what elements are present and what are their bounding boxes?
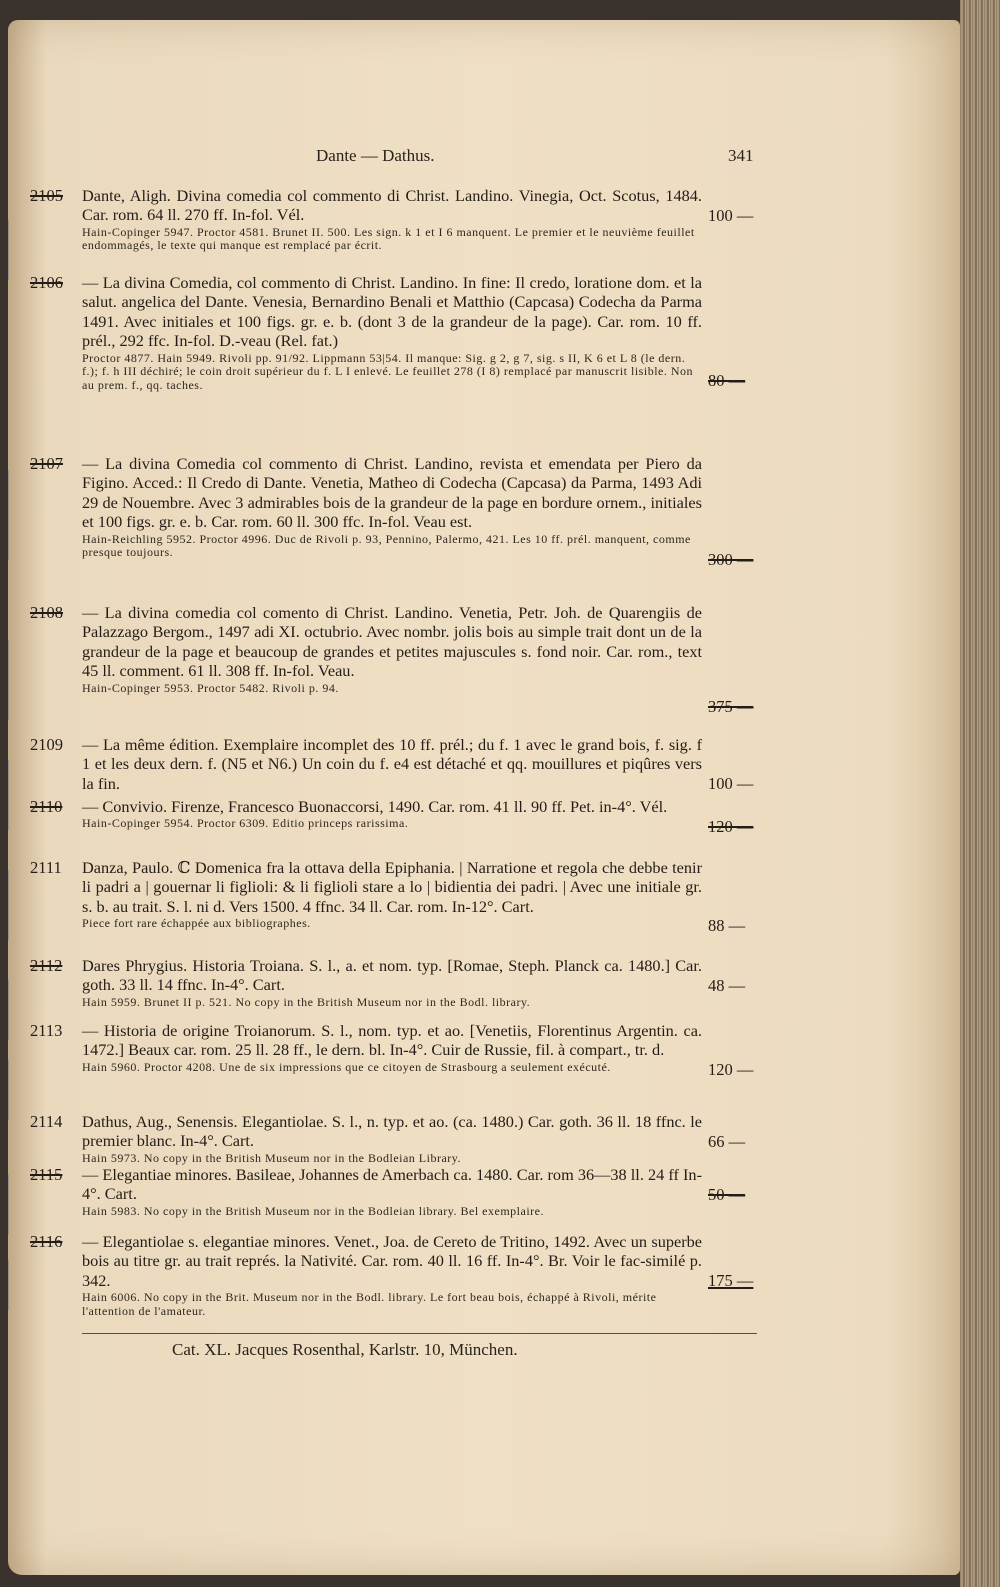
pencil-margin-mark — [8, 1060, 33, 1120]
entry-note: Hain-Reichling 5952. Proctor 4996. Duc de Rivoli p. 93, Pennino, Palermo, 421. Les 10 ff. prél. manquent, comme presque toujours. — [82, 531, 691, 560]
catalog-entry — [30, 603, 754, 716]
catalog-entry — [30, 1021, 754, 1079]
entry-price: 300 — — [708, 550, 754, 569]
catalog-entry — [30, 797, 754, 836]
entry-price: 48 — — [708, 976, 746, 995]
entry-price: 375 — — [708, 697, 754, 716]
pencil-margin-mark — [8, 760, 33, 830]
page-number: 341 — [728, 146, 754, 165]
footer: Cat. XL. Jacques Rosenthal, Karlstr. 10, München. — [172, 1340, 518, 1359]
pencil-margin-mark — [8, 1260, 33, 1310]
pencil-margin-mark — [8, 640, 33, 720]
entry-text: — La divina comedia col comento di Christ. Landino. Venetia, Petr. Joh. de Quarengiis de Palazzago Bergom., 1497 adi XI. octubrio. Avec nombr. jolis bois au simple trait dont un de la grandeur de la page et beaucoup de grandes et petites majuscules s. fond noir. Car. rom., text 45 ll. comment. 61 ll. 308 ff. In-fol. Veau. — [82, 603, 702, 681]
entry-note: Hain-Copinger 5954. Proctor 6309. Editio princeps rarissima. — [82, 816, 409, 831]
catalog-entry — [30, 858, 746, 935]
entry-note: Hain-Copinger 5953. Proctor 5482. Rivoli p. 94. — [82, 680, 339, 695]
entry-price: 50 — — [708, 1185, 746, 1204]
entry-number: 2113 — [30, 1021, 63, 1040]
entry-price: 175 — — [708, 1271, 754, 1290]
entry-note: Hain 5973. No copy in the British Museum nor in the Bodleian Library. — [82, 1150, 462, 1165]
footer-rule — [82, 1333, 757, 1334]
entry-note: Hain 5983. No copy in the British Museum nor in the Bodleian library. Bel exemplaire. — [82, 1203, 544, 1218]
entry-number: 2116 — [30, 1232, 63, 1251]
entry-number: 2105 — [30, 186, 63, 205]
entry-text: Dante, Aligh. Divina comedia col commento di Christ. Landino. Vinegia, Oct. Scotus, 1484. Car. rom. 64 ll. 270 ff. In-fol. Vél. — [82, 186, 702, 225]
entry-price: 80 — — [708, 371, 746, 390]
page-edge — [960, 0, 1000, 1587]
catalog-entry — [30, 735, 754, 793]
entry-text: Dares Phrygius. Historia Troiana. S. l., a. et nom. typ. [Romae, Steph. Planck ca. 1480.] Car. goth. 33 ll. 14 ffnc. In-4°. Cart. — [82, 956, 702, 995]
catalog-entry — [30, 1165, 746, 1218]
entry-text: — La même édition. Exemplaire incomplet des 10 ff. prél.; du f. 1 avec le grand bois, f. sig. f 1 et les deux dern. f. (N5 et N6.) Un coin du f. e4 est détaché et qq. mouillures et piqûres vers la fin. — [82, 735, 702, 793]
entry-number: 2111 — [30, 858, 62, 877]
entry-number: 2114 — [30, 1112, 63, 1131]
entry-price: 120 — — [708, 1060, 754, 1079]
entry-number: 2106 — [30, 273, 63, 292]
entry-note: Hain 5959. Brunet II p. 521. No copy in the British Museum nor in the Bodl. library. — [82, 994, 531, 1009]
entry-number: 2108 — [30, 603, 63, 622]
pencil-margin-mark — [8, 470, 33, 560]
pencil-margin-mark — [8, 980, 33, 1040]
entry-text: — Convivio. Firenze, Francesco Buonaccorsi, 1490. Car. rom. 41 ll. 90 ff. Pet. in-4°. Vél. — [82, 797, 668, 816]
entry-number: 2112 — [30, 956, 63, 975]
catalog-entry — [30, 454, 754, 569]
entry-number: 2109 — [30, 735, 63, 754]
catalog-entry — [30, 186, 754, 253]
header-title: Dante — Dathus. — [316, 146, 435, 165]
catalog-entry — [30, 1112, 746, 1165]
entry-price: 100 — — [708, 774, 754, 793]
entry-price: 120 — — [708, 817, 754, 836]
entry-text: Dathus, Aug., Senensis. Elegantiolae. S. l., n. typ. et ao. (ca. 1480.) Car. goth. 36 ll. 18 ffnc. le premier blanc. In-4°. Cart. — [82, 1112, 702, 1151]
entry-text: — Elegantiae minores. Basileae, Johannes de Amerbach ca. 1480. Car. rom 36—38 ll. 24 ff In-4°. Cart. — [82, 1165, 702, 1204]
entry-price: 88 — — [708, 916, 746, 935]
entry-number: 2115 — [30, 1165, 63, 1184]
catalog-entry — [30, 956, 746, 1009]
pencil-margin-mark — [8, 1175, 33, 1235]
entry-note: Hain 6006. No copy in the Brit. Museum nor in the Bodl. library. Le fort beau bois, échappé à Rivoli, mérite l'attention de l'amateur. — [82, 1290, 657, 1318]
entry-number: 2107 — [30, 454, 63, 473]
entry-note: Piece fort rare échappée aux bibliographes. — [82, 916, 311, 931]
entry-price: 66 — — [708, 1132, 746, 1151]
entry-text: — Elegantiolae s. elegantiae minores. Venet., Joa. de Cereto de Tritino, 1492. Avec un superbe bois au titre gr. au trait représ. la Nativité. Car. rom. 40 ll. 16 ff. In-4°. Br. Voir le fac-similé p. 342. — [82, 1232, 702, 1290]
entry-text: — Historia de origine Troianorum. S. l., nom. typ. et ao. [Venetiis, Florentinus Argentin. ca. 1472.] Beaux car. rom. 25 ll. 28 ff., le dern. bl. In-4°. Cuir de Russie, fil. à compart., tr. d. — [82, 1021, 702, 1060]
catalog-entry — [30, 273, 746, 392]
entry-number: 2110 — [30, 797, 63, 816]
entry-text: — La divina Comedia col commento di Christ. Landino, revista et emendata per Piero da Figino. Acced.: Il Credo di Dante. Venetia, Matheo di Codecha (Capcasa) da Parma, 1493 Adi 29 de Nouembre. Avec 3 admirables bois de la grandeur de la page en bordure ornem., initiales et 100 figs. gr. e. b. Car. rom. 60 ll. 300 ffc. In-fol. Veau est. — [82, 454, 702, 532]
entry-note: Hain 5960. Proctor 4208. Une de six impressions que ce citoyen de Strasbourg a seulement exécuté. — [82, 1059, 611, 1074]
catalog-entry — [30, 1232, 754, 1318]
entry-note: Proctor 4877. Hain 5949. Rivoli pp. 91/92. Lippmann 53|54. Il manque: Sig. g 2, g 7, sig. s II, K 6 et L 8 (le dern. f.); f. h III déchiré; le coin droit supérieur du f. L I enlevé. Le feuillet 278 (I 8) remplacé par manuscrit lisible. Non au prem. f., qq. taches. — [82, 350, 694, 392]
entry-price: 100 — — [708, 206, 754, 225]
pencil-margin-mark — [8, 870, 33, 940]
entry-text: — La divina Comedia, col commento di Christ. Landino. In fine: Il credo, loratione dom. et la salut. angelica del Dante. Venesia, Bernardino Benali et Matthio (Capcasa) Codecha da Parma 1491. Avec initiales et 100 figs. gr. e. b. (dont 3 de la grandeur de la page). Car. rom. 10 ff. prél., 292 ffc. In-fol. D.-veau (Rel. fat.) — [82, 273, 702, 351]
pencil-margin-mark — [8, 220, 33, 280]
entry-note: Hain-Copinger 5947. Proctor 4581. Brunet II. 500. Les sign. k 1 et I 6 manquent. Le premier et le neuvième feuillet endommagés, le texte qui manque est remplacé par écrit. — [82, 224, 695, 253]
entry-text: Danza, Paulo. ℂ Domenica fra la ottava della Epiphania. | Narratione et regola che debbe tenir li padri a | gouernar li figlioli: & li figlioli stare a lo | bidientia dei padri. | Avec une initiale gr. s. b. au trait. S. l. ni d. Vers 1500. 4 ffnc. 34 ll. Car. rom. In-12°. Cart. — [82, 858, 702, 916]
